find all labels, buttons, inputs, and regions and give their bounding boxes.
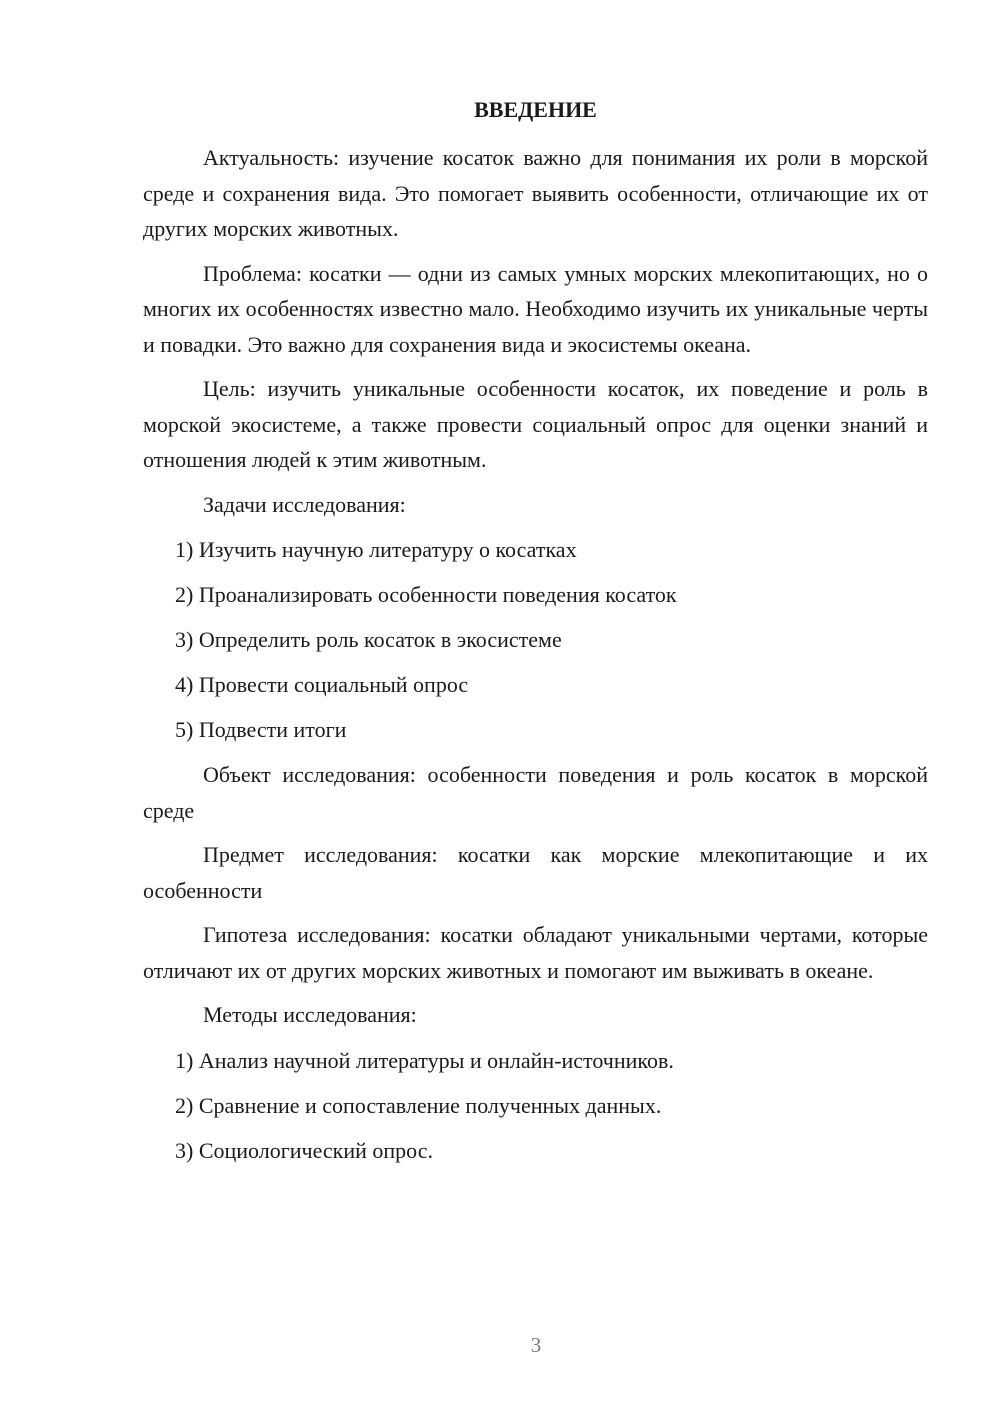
methods-heading: Методы исследования: bbox=[203, 1002, 417, 1027]
page-number: 3 bbox=[530, 1333, 542, 1357]
tasks-list bbox=[143, 532, 928, 748]
list-item: 2) Проанализировать особенности поведения косаток bbox=[175, 582, 677, 607]
list-item: 3) Определить роль косаток в экосистеме bbox=[175, 627, 562, 652]
list-item: 3) Социологический опрос. bbox=[175, 1137, 433, 1163]
document-page bbox=[143, 94, 928, 1178]
list-item: 4) Провести социальный опрос bbox=[175, 672, 469, 697]
paragraph-object: Объект исследования: особенности поведения и роль косаток в морской среде bbox=[143, 762, 928, 823]
section-title: ВВЕДЕНИЕ bbox=[474, 97, 597, 122]
paragraph-relevance: Актуальность: изучение косаток важно для понимания их роли в морской среде и сохранения вида. Это помогает выявить особенности, отличающие их от других морских животных. bbox=[143, 145, 928, 241]
list-item: 1) Анализ научной литературы и онлайн-источников. bbox=[175, 1047, 674, 1073]
methods-list bbox=[143, 1043, 928, 1169]
paragraph-hypothesis: Гипотеза исследования: косатки обладают уникальными чертами, которые отличают их от других морских животных и помогают им выживать в океане. bbox=[143, 922, 928, 983]
list-item: 2) Сравнение и сопоставление полученных данных. bbox=[175, 1092, 662, 1118]
list-item: 5) Подвести итоги bbox=[175, 717, 347, 742]
paragraph-goal: Цель: изучить уникальные особенности косаток, их поведение и роль в морской экосистеме, а также провести социальный опрос для оценки знаний и отношения людей к этим животным. bbox=[143, 376, 928, 472]
paragraph-subject: Предмет исследования: косатки как морские млекопитающие и их особенности bbox=[143, 842, 928, 903]
list-item: 1) Изучить научную литературу о косатках bbox=[175, 537, 577, 562]
tasks-heading: Задачи исследования: bbox=[203, 491, 406, 517]
paragraph-problem: Проблема: косатки — одни из самых умных морских млекопитающих, но о многих их особенностях известно мало. Необходимо изучить их уникальные черты и повадки. Это важно для сохранения вида и экосистемы океана. bbox=[143, 260, 928, 357]
